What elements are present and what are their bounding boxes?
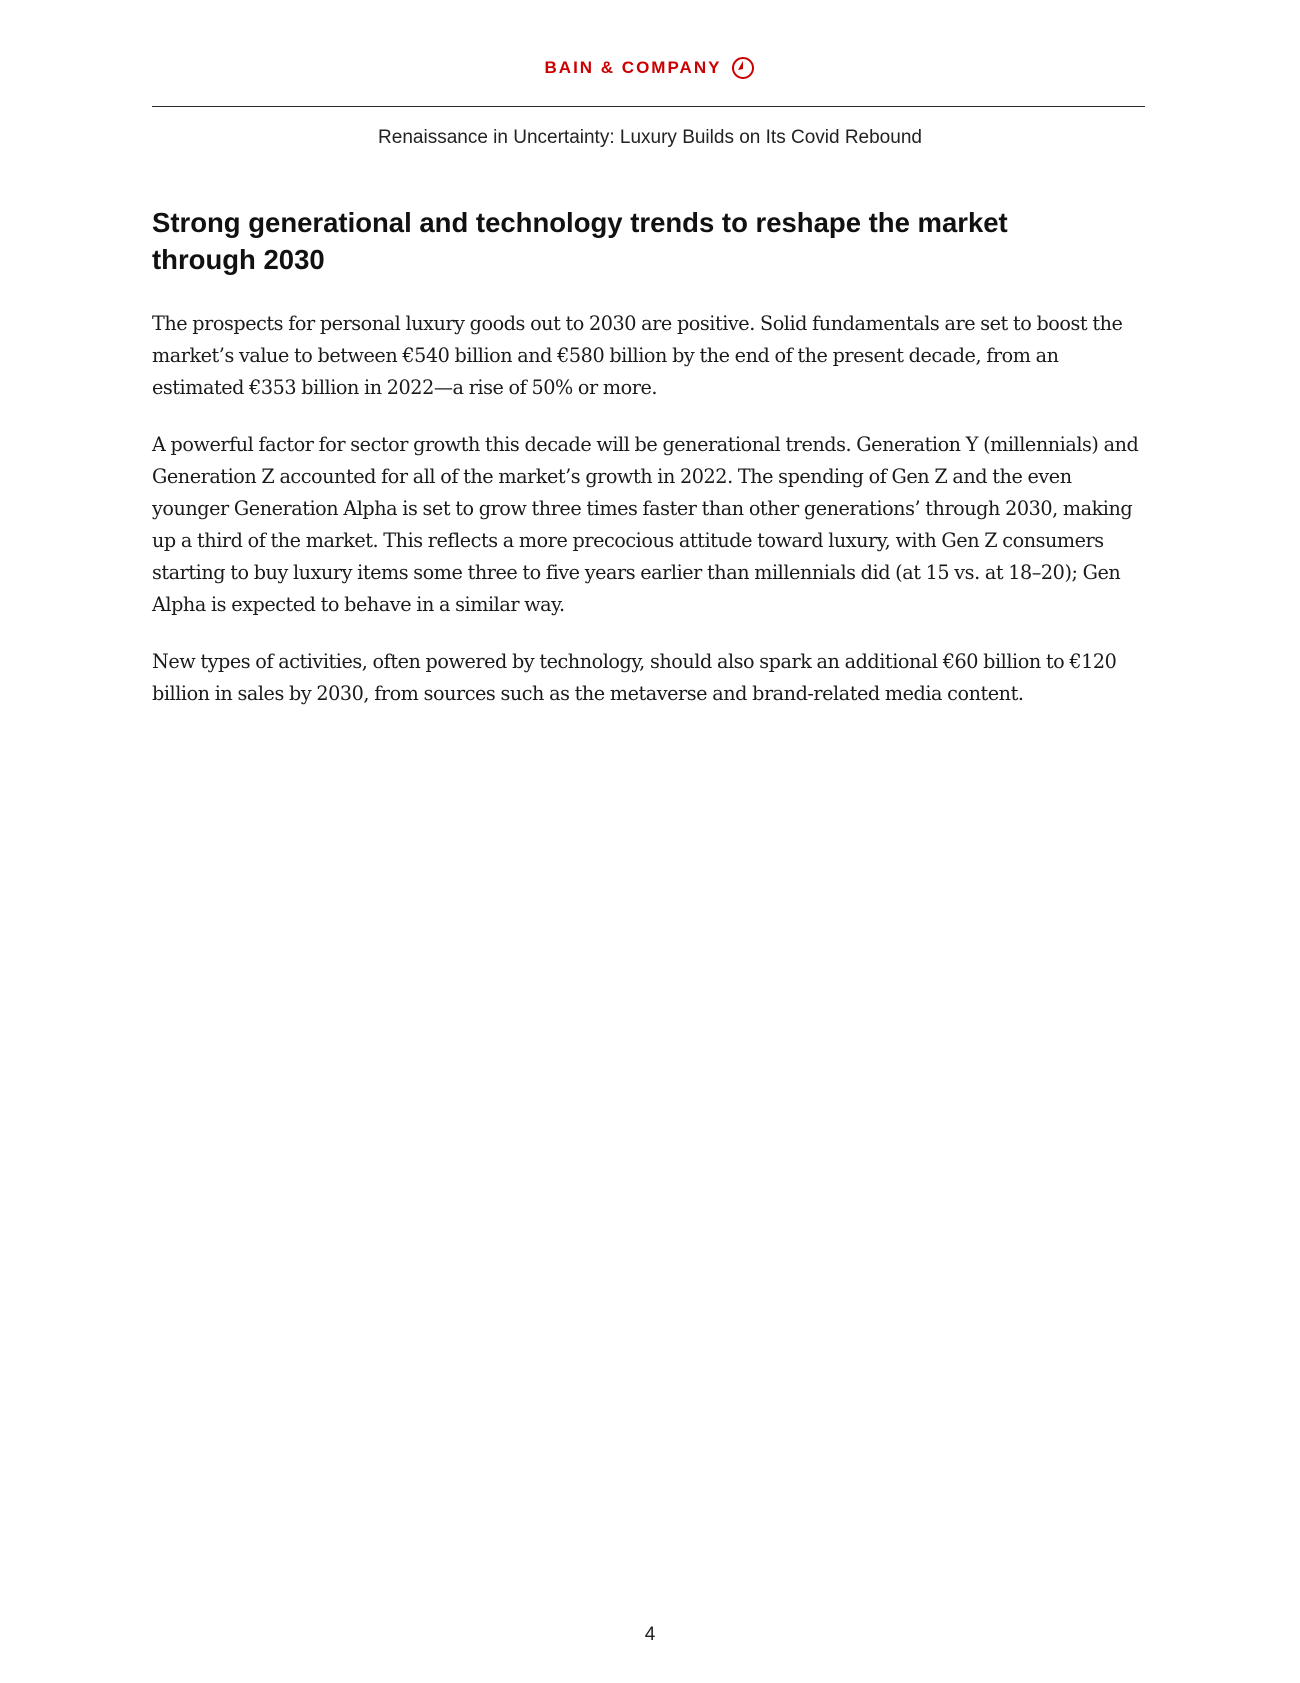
bain-logo-icon xyxy=(731,56,755,80)
running-title: Renaissance in Uncertainty: Luxury Builds on Its Covid Rebound xyxy=(378,127,922,148)
paragraph: A powerful factor for sector growth this decade will be generational trends. Generation Y (millennials) and Generation Z accounted for all of the market’s growth in 2022. The spending of Gen Z and the even younger Generation Alpha is set to grow three times faster than other generations’ through 2030, making up a third of the market. This reflects a more precocious attitude toward luxury, with Gen Z consumers starting to buy luxury items some three to five years earlier than millennials did (at 15 vs. at 18–20); Gen Alpha is expected to behave in a similar way. xyxy=(152,433,1139,616)
paragraph: New types of activities, often powered by technology, should also spark an additional €60 billion to €120 billion in sales by 2030, from sources such as the metaverse and brand-related media content. xyxy=(152,650,1117,705)
main-content xyxy=(152,204,1145,735)
section-heading: Strong generational and technology trends to reshape the market through 2030 xyxy=(152,207,1008,275)
brand-logo xyxy=(0,56,1300,80)
paragraph: The prospects for personal luxury goods out to 2030 are positive. Solid fundamentals are set to boost the market’s value to between €540 billion and €580 billion by the end of the present decade, from an estimated €353 billion in 2022—a rise of 50% or more. xyxy=(152,312,1123,399)
brand-name: BAIN & COMPANY xyxy=(544,58,722,77)
page-number: 4 xyxy=(644,1624,656,1645)
header-divider xyxy=(152,106,1145,107)
